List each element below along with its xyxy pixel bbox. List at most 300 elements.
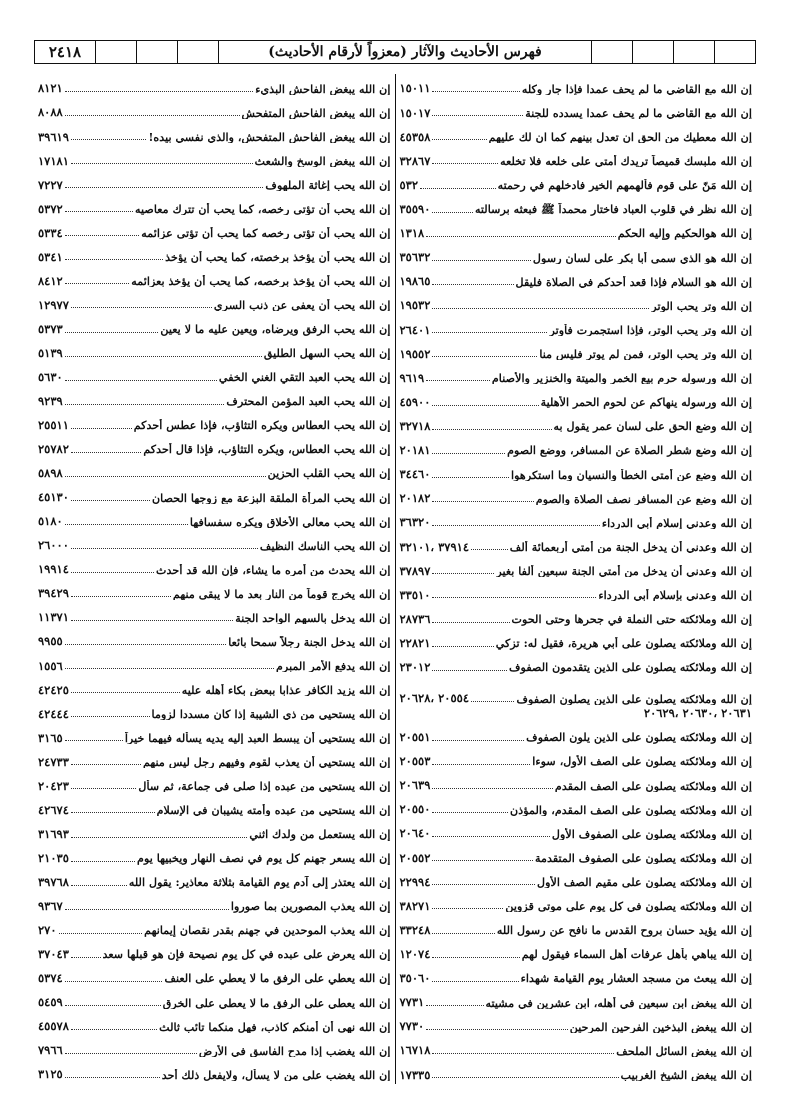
entry-text: إن الله وملائكته يصلون على الذين يتقدمون الصفوف xyxy=(508,661,752,674)
leader-dots xyxy=(71,788,136,789)
index-entry xyxy=(34,531,395,555)
hadith-number: ٢٨٧٣٦ xyxy=(399,611,431,626)
entry-text: إن الله نظر في قلوب العباد فاختار محمداً ﷺ فبعثه برسالته xyxy=(474,203,752,216)
entry-text: إن الله يؤيد حسان بروح القدس ما نافح عن رسول الله xyxy=(496,924,752,937)
index-entry xyxy=(34,290,395,314)
index-entry xyxy=(396,1012,757,1036)
leader-dots xyxy=(432,957,519,958)
entry-text: إن الله يحب أن يؤخذ برخصه، كما يحب أن يؤخذ بعزائمه xyxy=(131,275,391,288)
index-entry xyxy=(34,892,395,916)
hadith-number: ٤٥٩٠٠ xyxy=(399,394,431,409)
entry-text: إن الله وضع الحق على لسان عمر يقول به xyxy=(553,420,752,433)
hadith-number: ٣٢٨٦٧ xyxy=(399,153,431,168)
hadith-number: ٢٥٥١١ xyxy=(38,418,69,433)
hadith-number: ٢٠١٨٢ xyxy=(399,491,431,506)
entry-text: إن الله وملائكته يصلون على الصفوف المتقدمة xyxy=(534,851,752,865)
hadith-number: ٥٣٧٣ xyxy=(38,321,63,336)
hadith-number: ١٥٠١١ xyxy=(399,81,431,96)
entry-text: إن الله وتر يحب الوتر xyxy=(651,299,752,313)
entry-text: إن الله يبغض البذخين الفرحين المرحين xyxy=(569,1020,752,1033)
hadith-number-continued: ٢٠٦٣١ ،٢٠٦٣٠ ،٢٠٦٢٩ xyxy=(643,705,752,720)
index-entry xyxy=(34,699,395,723)
hadith-number: ٥١٣٩ xyxy=(38,345,63,360)
entry-text: إن الله يبغض الوسخ والشعث xyxy=(254,154,391,168)
index-entry xyxy=(34,387,395,411)
leader-dots xyxy=(432,477,509,478)
hadith-number: ٥٣٧٢ xyxy=(38,201,63,216)
index-entry xyxy=(34,795,395,819)
leader-dots xyxy=(432,1077,618,1078)
hadith-number: ٤٥٥٧٨ xyxy=(38,1019,69,1034)
hadith-number: ١٩٩١٤ xyxy=(38,562,69,577)
entry-text: إن الله يستحيي من عبده إذا صلى في جماعة، ثم سأل xyxy=(138,780,391,793)
index-entry xyxy=(34,363,395,387)
leader-dots xyxy=(71,163,253,164)
leader-dots xyxy=(432,933,495,934)
hadith-number: ٧٧٣٠ xyxy=(399,1019,425,1034)
hadith-number: ١٩٥٣٢ xyxy=(399,298,431,313)
hadith-number: ٣٢٧١٨ xyxy=(399,419,431,433)
leader-dots xyxy=(71,716,150,717)
entry-text: إن الله يستحيي من عبده وأمته يشيبان في الإسلام xyxy=(156,804,391,817)
index-columns xyxy=(34,74,756,1084)
leader-dots xyxy=(426,1005,483,1006)
hadith-number: ٣١٦٩٣ xyxy=(38,826,69,841)
index-entry xyxy=(34,242,395,266)
hadith-number: ٨٠٨٨ xyxy=(38,105,63,120)
index-entry xyxy=(396,98,757,122)
entry-text: إن الله يحب أن تؤتى رخصه كما يحب أن تؤتى عزائمه xyxy=(141,227,391,240)
hadith-number: ٢٠٦٣٩ xyxy=(399,778,431,793)
index-entry xyxy=(34,988,395,1012)
leader-dots xyxy=(471,549,508,550)
index-entry xyxy=(34,675,395,699)
index-entry xyxy=(396,363,757,387)
leader-dots xyxy=(71,428,132,429)
entry-text: إن الله وملائكته يصلون على مقيم الصف الأول xyxy=(536,876,752,889)
leader-dots xyxy=(71,692,180,693)
index-entry xyxy=(396,339,757,363)
index-entry xyxy=(396,243,757,267)
index-entry xyxy=(34,266,395,290)
entry-text: إن الله يبغض الفاحش المتفحش، والذي نفسي بيده! xyxy=(148,130,391,144)
entry-text: إن الله يحب أن يعفى عن ذنب السري xyxy=(213,299,391,312)
entry-text: إن الله يستعمل من ولدك اثني xyxy=(249,828,391,841)
index-entry xyxy=(396,867,757,891)
hadith-number: ١٦٧١٨ xyxy=(399,1043,431,1058)
leader-dots xyxy=(65,259,163,260)
index-entry xyxy=(34,483,395,507)
leader-dots xyxy=(71,139,147,140)
entry-text: إن الله مَنّ على قوم فألهمهم الخير فادخلهم في رحمته xyxy=(497,179,752,192)
leader-dots xyxy=(71,620,233,621)
leader-dots xyxy=(432,501,533,502)
index-entry xyxy=(34,1060,395,1084)
leader-dots xyxy=(71,572,154,573)
hadith-number: ٩٣٦٧ xyxy=(38,899,63,913)
hadith-number: ٣٧٨٩٧ xyxy=(399,563,431,578)
index-entry xyxy=(34,579,395,603)
index-entry xyxy=(34,194,395,218)
leader-dots xyxy=(65,909,229,910)
index-entry xyxy=(396,460,757,484)
hadith-number: ٧٢٢٧ xyxy=(38,177,63,192)
leader-dots xyxy=(65,644,226,645)
leader-dots xyxy=(65,380,217,381)
hadith-number: ٢٠١٨١ xyxy=(399,443,431,458)
hadith-number: ٥٣٣٤ xyxy=(38,225,63,240)
hadith-number: ٤٢٦٧٤ xyxy=(38,802,69,817)
leader-dots xyxy=(71,957,101,958)
hadith-number: ٢٢٩٩٤ xyxy=(399,874,431,889)
entry-text: إن الله يحب معالي الأخلاق ويكره سفسافها xyxy=(189,515,391,528)
index-entry xyxy=(34,314,395,338)
leader-dots xyxy=(432,836,549,837)
hadith-number: ٣٦٣٢٠ xyxy=(399,515,431,530)
index-entry xyxy=(34,1036,395,1060)
index-entry xyxy=(396,795,757,819)
leader-dots xyxy=(65,91,254,92)
leader-dots xyxy=(65,1053,197,1054)
entry-text: إن الله يعذب الموحدين في جهنم بقدر نقصان إيمانهم xyxy=(144,924,391,937)
entry-text: إن الله ملبسك قميصاً تريدك أمتي على خلعه فلا تخلعه xyxy=(500,155,752,168)
hadith-number: ٢٦٤٠١ xyxy=(399,322,431,337)
hadith-number: ٣٣٢٤٨ xyxy=(399,922,431,937)
entry-text: إن الله يستحيي من ذي الشيبة إذا كان مسددا لزوما xyxy=(151,707,391,721)
hadith-number: ١٢٩٧٧ xyxy=(38,297,69,312)
hadith-number: ١٩٥٥٢ xyxy=(399,346,431,361)
entry-text: إن الله يحب القلب الحزين xyxy=(267,467,391,480)
entry-text: إن الله يبغض الفاحش البذيء xyxy=(255,82,391,96)
index-entry xyxy=(396,940,757,964)
entry-text: إن الله يحب العبد المؤمن المحترف xyxy=(226,395,391,408)
entry-text: إن الله يحب السهل الطليق xyxy=(263,347,391,360)
hadith-number: ٥١٨٠ xyxy=(38,514,63,529)
entry-text: إن الله وملائكته حتى النملة في جحرها وحتى الحوت xyxy=(511,613,752,626)
leader-dots xyxy=(71,596,171,597)
hadith-number: ٣٧٩١٤ ،٣٢١٠١ xyxy=(399,539,469,554)
entry-text: إن الله يحب أن تؤتى رخصه، كما يحب أن تترك معاصيه xyxy=(135,202,391,216)
leader-dots xyxy=(59,933,143,934)
hadith-number: ١١٣٧١ xyxy=(38,610,69,625)
entry-text: إن الله وملائكته يصلون على الذين يصلون الصفوف xyxy=(516,692,752,705)
index-entry xyxy=(34,771,395,795)
hadith-number: ١٥٠١٧ xyxy=(399,105,431,120)
entry-text: إن الله هوالحكيم وإليه الحكم xyxy=(617,227,752,240)
hadith-number: ٥٣٢ xyxy=(399,177,419,192)
leader-dots xyxy=(432,115,523,116)
leader-dots xyxy=(65,283,130,284)
hadith-number: ٣٩٦١٩ xyxy=(38,129,69,144)
index-entry xyxy=(396,677,757,723)
hadith-number: ١٧١٨١ xyxy=(38,153,69,168)
index-entry xyxy=(396,170,757,194)
leader-dots xyxy=(65,235,140,236)
entry-text: إن الله وتر يحب الوتر، فإذا استجمرت فأوتر xyxy=(549,323,752,337)
hadith-number: ٢٢٨٢١ xyxy=(399,635,431,650)
leader-dots xyxy=(71,812,155,813)
entry-text: إن الله وضع عن أمتي الخطأ والنسيان وما استكرهوا xyxy=(511,468,752,481)
hadith-number: ٢٦٠٠٠ xyxy=(38,538,69,553)
leader-dots xyxy=(432,284,513,285)
leader-dots xyxy=(432,670,507,671)
header-blank-cell xyxy=(632,41,673,63)
entry-text: إن الله يحب إغاثة الملهوف xyxy=(265,178,391,192)
hadith-number: ٢٤٧٣٣ xyxy=(38,754,69,769)
page-number: ٢٤١٨ xyxy=(48,43,82,61)
entry-text: إن الله وعدني أن يدخل من أمتي الجنة سبعين ألفا بغير xyxy=(496,564,752,578)
entry-text: إن الله نهى أن أمنكم كاذب، فهل منكما تائب ثالث xyxy=(159,1020,391,1033)
hadith-number: ١٥٥٦ xyxy=(38,658,63,673)
index-entry xyxy=(396,267,757,291)
hadith-number: ٣٥٦٣٢ xyxy=(399,250,431,265)
entry-text: إن الله يدخل بالسهم الواحد الجنة xyxy=(235,611,391,625)
entry-text: إن الله يبغض ابن سبعين في أهله، ابن عشرين في مشيته xyxy=(485,996,752,1009)
entry-text: إن الله وملائكته يصلون على الذين يلون الصفوف xyxy=(526,731,752,744)
hadith-number: ٢٠٥٥٢ xyxy=(399,850,431,865)
index-entry xyxy=(34,218,395,242)
leader-dots xyxy=(65,404,225,405)
leader-dots xyxy=(71,861,135,862)
left-column xyxy=(34,74,395,1084)
hadith-number: ٣٥٥٩٠ xyxy=(399,202,431,217)
leader-dots xyxy=(432,788,553,789)
index-entry xyxy=(34,435,395,459)
index-entry xyxy=(34,1012,395,1036)
entry-text: إن الله يغضب على من لا يسأل، ولايفعل ذلك أحد xyxy=(161,1068,391,1081)
header-blank-cell xyxy=(136,41,177,63)
right-column xyxy=(395,74,757,1084)
entry-text: إن الله يعطي على الرفق ما لا يعطي على الخرق xyxy=(162,996,391,1009)
leader-dots xyxy=(432,764,530,765)
leader-dots xyxy=(432,260,531,261)
index-entry xyxy=(34,747,395,771)
entry-text: إن الله يحب المرأة الملقة البزعة مع زوجها الحصان xyxy=(151,491,391,504)
entry-text: إن الله يبغض الشيخ الغربيب xyxy=(620,1068,752,1082)
hadith-number: ٣١٢٥ xyxy=(38,1067,63,1082)
index-entry xyxy=(34,459,395,483)
entry-text: إن الله يستحيي أن يبسط العبد إليه يديه يسأله فيهما خيراً xyxy=(124,732,391,745)
entry-text: إن الله ورسوله ينهاكم عن لحوم الحمر الأهلية xyxy=(540,396,752,409)
entry-text: إن الله يعطي على الرفق ما لا يعطي على العنف xyxy=(164,972,391,985)
leader-dots xyxy=(432,860,533,861)
leader-dots xyxy=(71,548,258,549)
hadith-number: ٢٣٠١٢ xyxy=(399,660,431,675)
leader-dots xyxy=(71,307,212,308)
hadith-number: ٤٥٣٥٨ xyxy=(399,129,431,144)
hadith-number: ٢٠٥٥١ xyxy=(399,730,431,745)
index-entry xyxy=(396,74,757,98)
leader-dots xyxy=(432,884,535,885)
leader-dots xyxy=(432,453,505,454)
hadith-number: ٧٩٦٦ xyxy=(38,1043,63,1058)
hadith-number: ١٧٣٣٥ xyxy=(399,1067,431,1082)
index-entry xyxy=(396,843,757,867)
hadith-number: ٣٧٠٤٣ xyxy=(38,947,69,962)
leader-dots xyxy=(65,981,163,982)
index-entry xyxy=(34,411,395,435)
hadith-number: ١٣١٨ xyxy=(399,226,425,241)
hadith-number: ٨١٢١ xyxy=(38,81,63,96)
hadith-number: ٢٧٠ xyxy=(38,923,57,938)
index-entry xyxy=(396,219,757,243)
entry-text: إن الله يخرج قوماً من النار بعد ما لا يبقى منهم xyxy=(172,587,391,601)
hadith-number: ٣٤٤٦٠ xyxy=(399,467,431,482)
leader-dots xyxy=(65,332,159,333)
entry-text: إن الله وملائكته يصلون على الصف المقدم xyxy=(554,779,752,792)
entry-text: إن الله يبغض الفاحش المتفحش xyxy=(241,106,391,120)
hadith-number: ٣١٦٥ xyxy=(38,730,63,745)
index-entry xyxy=(34,339,395,363)
entry-text: إن الله وعدني أن يدخل الجنة من أمتي أربعمائة ألف xyxy=(509,540,752,554)
leader-dots xyxy=(432,91,519,92)
entry-text: إن الله وضع عن المسافر نصف الصلاة والصوم xyxy=(535,492,752,505)
leader-dots xyxy=(420,188,496,189)
entry-text: إن الله يباهي بأهل عرفات أهل السماء فيقول لهم xyxy=(521,948,752,961)
hadith-number: ٩٢٣٩ xyxy=(38,394,63,409)
hadith-number: ٢١٠٣٥ xyxy=(38,850,69,865)
index-entry xyxy=(34,74,395,98)
leader-dots xyxy=(65,1077,160,1078)
hadith-number: ١٢٠٧٤ xyxy=(399,947,431,962)
leader-dots xyxy=(432,139,486,140)
entry-text: إن الله يحدث من أمره ما يشاء، فإن الله قد أحدث xyxy=(156,563,391,576)
entry-text: إن الله وملائكته يصلون على الصفوف الأول xyxy=(551,827,752,841)
hadith-number: ٥٨٩٨ xyxy=(38,466,63,481)
index-entry xyxy=(396,891,757,915)
hadith-number: ٣٩٤٢٩ xyxy=(38,586,69,601)
index-entry xyxy=(396,604,757,628)
hadith-number: ٥٤٥٩ xyxy=(38,995,63,1010)
header-blank-cell xyxy=(591,41,632,63)
leader-dots xyxy=(65,740,123,741)
leader-dots xyxy=(71,837,247,838)
leader-dots xyxy=(426,236,616,237)
leader-dots xyxy=(432,308,649,309)
leader-dots xyxy=(432,356,537,357)
entry-text: إن الله يدخل الجنة رجلاً سمحا بائعا xyxy=(228,635,391,649)
index-entry xyxy=(34,507,395,531)
leader-dots xyxy=(432,812,508,813)
index-entry xyxy=(396,964,757,988)
index-entry xyxy=(396,629,757,653)
header-blank-cell xyxy=(95,41,136,63)
index-entry xyxy=(34,146,395,170)
entry-text: إن الله يستحيي أن يعذب لقوم وفيهم رجل ليس منهم xyxy=(142,756,391,769)
leader-dots xyxy=(65,524,188,525)
leader-dots xyxy=(65,187,264,188)
index-entry xyxy=(396,315,757,339)
leader-dots xyxy=(426,380,490,381)
leader-dots xyxy=(432,525,599,526)
hadith-number: ٤٥١٣٠ xyxy=(38,490,69,505)
index-entry xyxy=(396,580,757,604)
leader-dots xyxy=(432,1053,614,1054)
index-entry xyxy=(34,940,395,964)
entry-text: إن الله وملائكته يصلون على أبي هريرة، فقيل له: تزكي xyxy=(495,637,752,650)
entry-text: إن الله مع القاضي ما لم يحف عمدا فإذا جار وكله xyxy=(521,82,752,96)
index-entry xyxy=(34,819,395,843)
leader-dots xyxy=(432,573,494,574)
leader-dots xyxy=(71,500,150,501)
entry-text: إن الله وضع شطر الصلاة عن المسافر، ووضع الصوم xyxy=(507,444,752,457)
leader-dots xyxy=(432,429,551,430)
hadith-number: ٣٨٢٧١ xyxy=(399,898,431,913)
leader-dots xyxy=(432,981,518,982)
entry-text: إن الله يحب العطاس ويكره التثاؤب، فإذا عطس أحدكم xyxy=(133,419,391,432)
index-entry xyxy=(396,988,757,1012)
hadith-number: ٥٦٣٠ xyxy=(38,369,63,384)
entry-text: إن الله وملائكته يصلون على الصف الأول، سوءا xyxy=(532,755,752,768)
entry-text: إن الله يبغض السائل الملحف xyxy=(616,1044,752,1058)
entry-text: إن الله وملائكته يصلون في كل يوم على موتى قزوين xyxy=(505,900,752,913)
header-blank-cell xyxy=(177,41,218,63)
entry-text: إن الله وعدني بإسلام أبي الدرداء xyxy=(598,589,752,602)
index-entry xyxy=(396,1036,757,1060)
index-entry xyxy=(396,556,757,580)
index-entry xyxy=(34,555,395,579)
entry-text: إن الله معطيك من الحق ان تعدل بينهم كما ان لك عليهم xyxy=(488,131,752,144)
entry-text: إن الله ورسوله حرم بيع الخمر والميتة والخنزير والأصنام xyxy=(491,372,752,385)
index-entry xyxy=(396,291,757,315)
index-entry xyxy=(34,964,395,988)
index-entry xyxy=(396,723,757,747)
hadith-number: ٢٠٥٥٤ ،٢٠٦٢٨ xyxy=(399,691,469,706)
entry-text: إن الله وتر يحب الوتر، فمن لم يوتر فليس منا xyxy=(539,348,752,361)
index-entry xyxy=(396,532,757,556)
hadith-number: ٢٠٦٤٠ xyxy=(399,826,431,841)
leader-dots xyxy=(65,211,133,212)
index-entry xyxy=(34,627,395,651)
index-entry xyxy=(34,916,395,940)
entry-text: إن الله يغضب إذا مدح الفاسق في الأرض xyxy=(198,1044,391,1057)
leader-dots xyxy=(65,356,262,357)
index-entry xyxy=(396,915,757,939)
entry-text: إن الله هو الذي سمى أبا بكر على لسان رسول xyxy=(532,251,752,264)
header-blank-cell xyxy=(673,41,714,63)
entry-text: إن الله هو السلام فإذا قعد أحدكم في الصلاة فليقل xyxy=(515,275,752,288)
leader-dots xyxy=(432,908,503,909)
hadith-number: ٣٩٧٦٨ xyxy=(38,874,69,889)
index-entry xyxy=(34,170,395,194)
leader-dots xyxy=(432,212,473,213)
entry-text: إن الله يدفع الأمر المبرم xyxy=(275,659,391,673)
hadith-number: ٢٠٥٥٠ xyxy=(399,802,431,817)
entry-text: إن الله مع القاضي ما لم يحف عمدا يسدده للجنة xyxy=(525,106,752,120)
index-entry xyxy=(34,122,395,146)
hadith-number: ٥٣٧٤ xyxy=(38,971,63,986)
entry-text: إن الله يحب الرفق ويرضاه، ويعين عليه ما لا يعين xyxy=(160,323,391,336)
leader-dots xyxy=(432,622,509,623)
entry-text: إن الله يحب الناسك النظيف xyxy=(259,539,391,552)
leader-dots xyxy=(65,115,240,116)
index-entry xyxy=(396,508,757,532)
hadith-number: ٩٩٥٥ xyxy=(38,634,63,649)
entry-text: إن الله يعتذر إلى آدم يوم القيامة بثلاثة معاذير: يقول الله xyxy=(128,876,391,889)
index-entry xyxy=(396,819,757,843)
index-entry xyxy=(396,436,757,460)
header-blank-cell xyxy=(714,41,755,63)
hadith-number: ١٩٨٦٥ xyxy=(399,274,431,289)
entry-text: إن الله يزيد الكافر عذابا ببعض بكاء أهله عليه xyxy=(181,683,391,697)
hadith-number: ٢٥٧٨٢ xyxy=(38,442,69,457)
leader-dots xyxy=(432,332,547,333)
hadith-number: ٢٠٤٢٣ xyxy=(38,778,69,793)
index-entry xyxy=(396,387,757,411)
leader-dots xyxy=(432,163,498,164)
leader-dots xyxy=(432,646,493,647)
leader-dots xyxy=(471,701,514,702)
